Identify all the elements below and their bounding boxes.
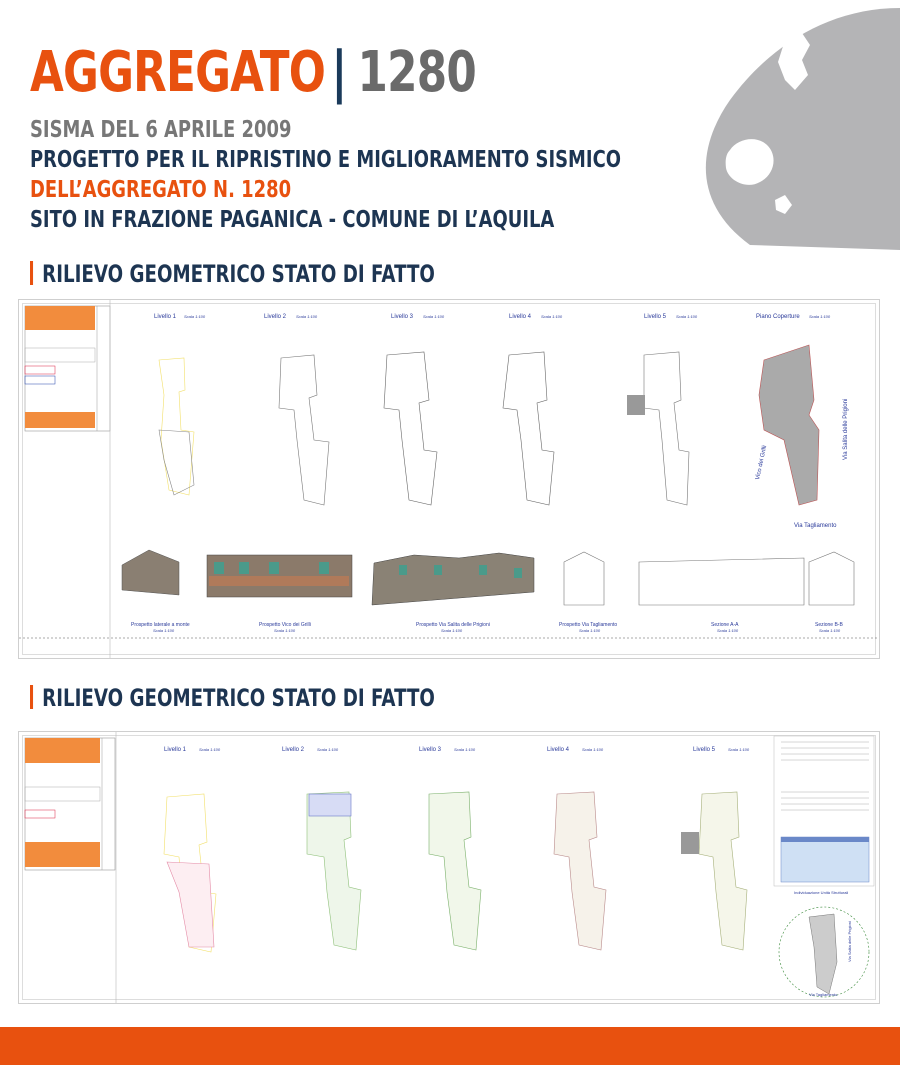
sheet-2-drawing [19,732,879,1003]
title-separator: | [331,40,347,105]
subtitle-site: SITO IN FRAZIONE PAGANICA - COMUNE DI L’AQUILA [30,207,555,233]
plan-title: Livello 2 [264,314,287,320]
sheet-1-drawing [19,300,879,658]
elevation-scale: Scala 1:100 [441,628,463,633]
street-label: Vico dei Grilli [755,445,769,481]
street-label: Via Tagliamento [794,523,837,529]
plan-title: Livello 4 [547,747,570,753]
plan-title: Livello 1 [164,747,187,753]
plan-title: Piano Coperture [756,314,800,320]
plan-scale: Scala 1:100 [809,314,831,319]
aggregate-number: 1280 [357,40,476,105]
elevation-label: Prospetto Via Tagliamento [559,622,618,628]
subtitle-earthquake-date: SISMA DEL 6 APRILE 2009 [30,117,292,143]
plan-scale: Scala 1:100 [676,314,698,319]
key-plan-title: Individuazione Unità Strutturali [794,890,849,895]
subtitle-aggregate: DELL’AGGREGATO N. 1280 [30,177,292,203]
street-label: Via Salita delle Prigioni [843,398,849,460]
plan-title: Livello 3 [419,747,442,753]
elevation-label: Prospetto Vico dei Grilli [259,622,311,628]
elevation-scale: Scala 1:100 [717,628,739,633]
street-label: Via Tagliamento [809,992,838,997]
elevation-scale: Scala 1:100 [579,628,601,633]
drawing-sheet-2 [18,731,880,1004]
plan-scale: Scala 1:100 [199,747,221,752]
heading-accent-bar [30,685,33,709]
drawing-sheet-1 [18,299,880,659]
section-heading-1 [30,260,435,288]
footer-accent-bar [0,1027,900,1065]
elevation-scale: Scala 1:100 [819,628,841,633]
plan-scale: Scala 1:100 [184,314,206,319]
section-heading-2 [30,684,435,712]
elevation-label: Sezione A-A [711,622,739,628]
elevation-scale: Scala 1:100 [274,628,296,633]
elevation-label: Prospetto Via Salita delle Prigioni [416,622,490,628]
plan-scale: Scala 1:100 [317,747,339,752]
subtitle-project: PROGETTO PER IL RIPRISTINO E MIGLIORAMENTO SISMICO [30,147,621,173]
page-title [30,38,476,108]
plan-scale: Scala 1:100 [728,747,750,752]
plan-scale: Scala 1:100 [454,747,476,752]
plan-title: Livello 4 [509,314,532,320]
plan-scale: Scala 1:100 [582,747,604,752]
aquila-map-logo [690,0,900,250]
plan-title: Livello 5 [644,314,667,320]
section-heading-text: RILIEVO GEOMETRICO STATO DI FATTO [42,684,435,712]
section-heading-text: RILIEVO GEOMETRICO STATO DI FATTO [42,260,435,288]
plan-title: Livello 3 [391,314,414,320]
heading-accent-bar [30,261,33,285]
plan-scale: Scala 1:100 [296,314,318,319]
elevation-label: Prospetto laterale a monte [131,622,190,628]
street-label: Via Salita delle Prigioni [847,921,852,962]
plan-title: Livello 1 [154,314,177,320]
plan-title: Livello 5 [693,747,716,753]
plan-scale: Scala 1:100 [541,314,563,319]
title-prefix: AGGREGATO [30,40,326,105]
elevation-label: Sezione B-B [815,622,843,628]
elevation-scale: Scala 1:100 [153,628,175,633]
plan-title: Livello 2 [282,747,305,753]
plan-scale: Scala 1:100 [423,314,445,319]
